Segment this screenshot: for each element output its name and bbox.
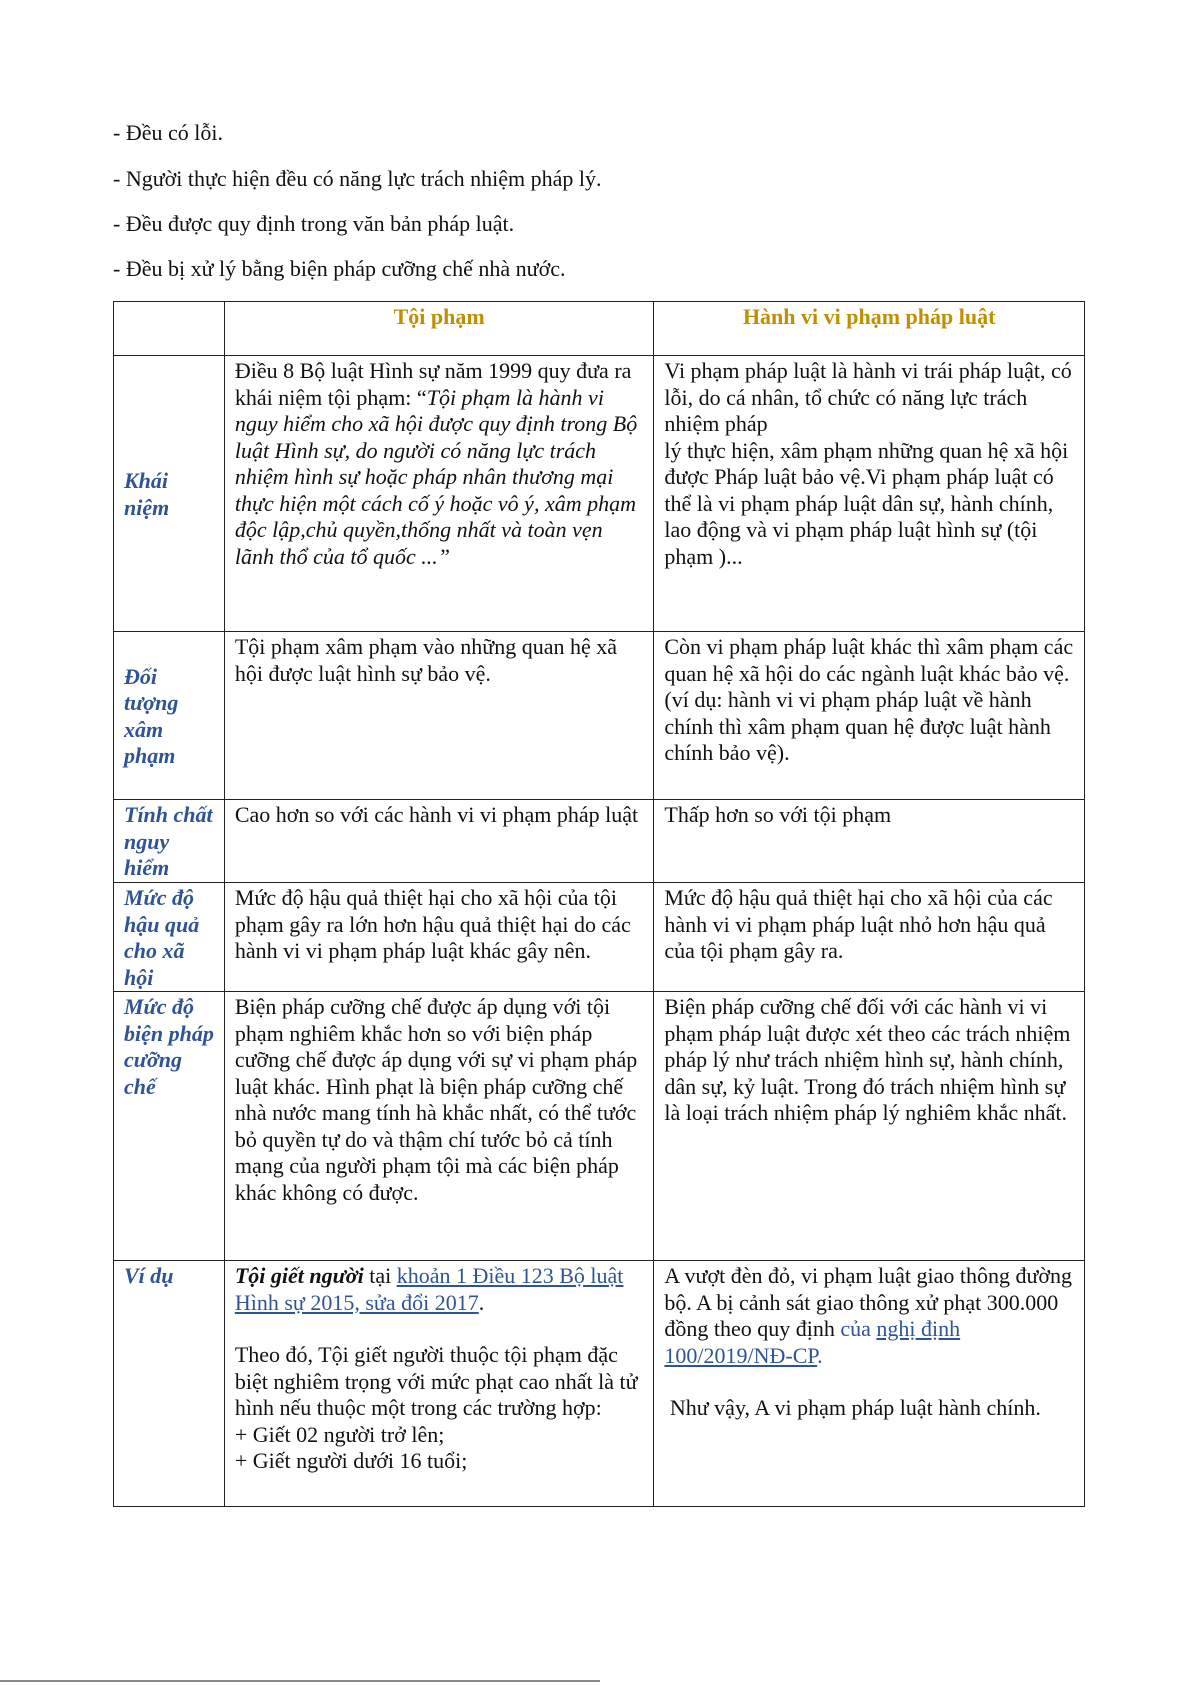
comparison-table xyxy=(113,301,1085,1507)
cell-toi-pham xyxy=(224,1261,654,1507)
cell-text: Vi phạm pháp luật là hành vi trái pháp luật, có lỗi, do cá nhân, tổ chức có năng lực trách nhiệm pháp xyxy=(664,358,1072,436)
cell-text: Điều 8 Bộ luật Hình sự năm 1999 quy đưa ra khái niệm tội phạm: “ xyxy=(234,358,632,410)
header-toi-pham: Tội phạm xyxy=(224,302,654,356)
cell-vi-pham xyxy=(654,1261,1085,1507)
table-row xyxy=(114,632,1085,800)
crime-name: Tội giết người xyxy=(234,1263,364,1288)
cell-text: tại xyxy=(363,1263,397,1288)
row-label: Ví dụ xyxy=(114,1261,225,1507)
cell-text: A vượt đèn đỏ, vi phạm luật giao thông đường bộ. A bị cảnh sát giao thông xử phạt 300.000 đồng theo quy định xyxy=(664,1263,1073,1341)
quote-text: Tội phạm là hành vi nguy hiểm cho xã hội được quy định trong Bộ luật Hình sự, do người có năng lực trách nhiệm hình sự hoặc pháp nhân thương mại thực hiện một cách cố ý hoặc vô ý, xâm phạm độc lập,chủ quyền,thống nhất và toàn vẹn lãnh thổ của tổ quốc ...” xyxy=(234,384,638,569)
cell-vi-pham: Mức độ hậu quả thiệt hại cho xã hội của các hành vi vi phạm pháp luật nhỏ hơn hậu quả của tội phạm gây ra. xyxy=(654,883,1085,992)
cell-toi-pham: Tội phạm xâm phạm vào những quan hệ xã hội được luật hình sự bảo vệ. xyxy=(224,632,654,800)
table-row xyxy=(114,1261,1085,1507)
table-header-row xyxy=(114,302,1085,356)
cell-text: của xyxy=(840,1316,877,1341)
row-label: Mức độ hậu quả cho xã hội xyxy=(114,883,225,992)
footer-divider xyxy=(0,1680,600,1682)
row-label: Tính chất nguy hiểm xyxy=(114,800,225,883)
cell-toi-pham: Cao hơn so với các hành vi vi phạm pháp luật xyxy=(224,800,654,883)
row-label: Khái niệm xyxy=(114,356,225,632)
cell-vi-pham: Thấp hơn so với tội phạm xyxy=(654,800,1085,883)
cell-vi-pham: Còn vi phạm pháp luật khác thì xâm phạm các quan hệ xã hội do các ngành luật khác bảo vệ. (ví dụ: hành vi vi phạm pháp luật về hành chính thì xâm phạm quan hệ được luật hành chính bảo vệ). xyxy=(654,632,1085,800)
header-vi-pham: Hành vi vi phạm pháp luật xyxy=(654,302,1085,356)
cell-text: . xyxy=(817,1342,823,1368)
list-item: + Giết 02 người trở lên; xyxy=(234,1421,445,1447)
cell-text: Như vậy, A vi phạm pháp luật hành chính. xyxy=(664,1395,1041,1420)
cell-vi-pham xyxy=(654,356,1085,632)
bullet-item: - Đều bị xử lý bằng biện pháp cưỡng chế nhà nước. xyxy=(113,256,566,281)
cell-toi-pham xyxy=(224,356,654,632)
bullet-item: - Đều có lỗi. xyxy=(113,120,223,145)
decree-link[interactable]: nghị định 100/2019/NĐ-CP xyxy=(664,1316,961,1368)
cell-text: . xyxy=(478,1289,485,1315)
table-row xyxy=(114,992,1085,1261)
table-row xyxy=(114,356,1085,632)
table-row xyxy=(114,800,1085,883)
row-label: Mức độ biện pháp cưỡng chế xyxy=(114,992,225,1261)
cell-toi-pham: Biện pháp cưỡng chế được áp dụng với tội phạm nghiêm khắc hơn so với biện pháp cưỡng chế được áp dụng với sự vi phạm pháp luật khác. Hình phạt là biện pháp cưỡng chế nhà nước mang tính hà khắc nhất, có thể tước bỏ quyền tự do và thậm chí tước bỏ cả tính mạng của người phạm tội mà các biện pháp khác không có được. xyxy=(224,992,654,1261)
cell-vi-pham: Biện pháp cưỡng chế đối với các hành vi vi phạm pháp luật được xét theo các trách nhiệm pháp lý như trách nhiệm hình sự, hành chính, dân sự, kỷ luật. Trong đó trách nhiệm hình sự là loại trách nhiệm pháp lý nghiêm khắc nhất. xyxy=(654,992,1085,1261)
law-link[interactable]: khoản 1 Điều 123 Bộ luật Hình sự 2015, sửa đổi 2017 xyxy=(234,1263,624,1315)
table-row xyxy=(114,883,1085,992)
list-item: + Giết người dưới 16 tuổi; xyxy=(234,1448,468,1473)
bullet-item: - Đều được quy định trong văn bản pháp luật. xyxy=(113,211,515,236)
bullet-item: - Người thực hiện đều có năng lực trách nhiệm pháp lý. xyxy=(113,166,602,191)
row-label: Đối tượng xâm phạm xyxy=(114,632,225,800)
cell-text: lý thực hiện, xâm phạm những quan hệ xã hội được Pháp luật bảo vệ.Vi phạm pháp luật có thể là vi phạm pháp luật dân sự, hành chính, lao động và vi phạm pháp luật hình sự (tội phạm )... xyxy=(664,437,1069,569)
cell-text: Theo đó, Tội giết người thuộc tội phạm đặc biệt nghiêm trọng với mức phạt cao nhất là tử hình nếu thuộc một trong các trường hợp: xyxy=(234,1342,638,1420)
header-empty xyxy=(114,302,225,356)
cell-toi-pham: Mức độ hậu quả thiệt hại cho xã hội của tội phạm gây ra lớn hơn hậu quả thiệt hại do các hành vi vi phạm pháp luật khác gây nên. xyxy=(224,883,654,992)
